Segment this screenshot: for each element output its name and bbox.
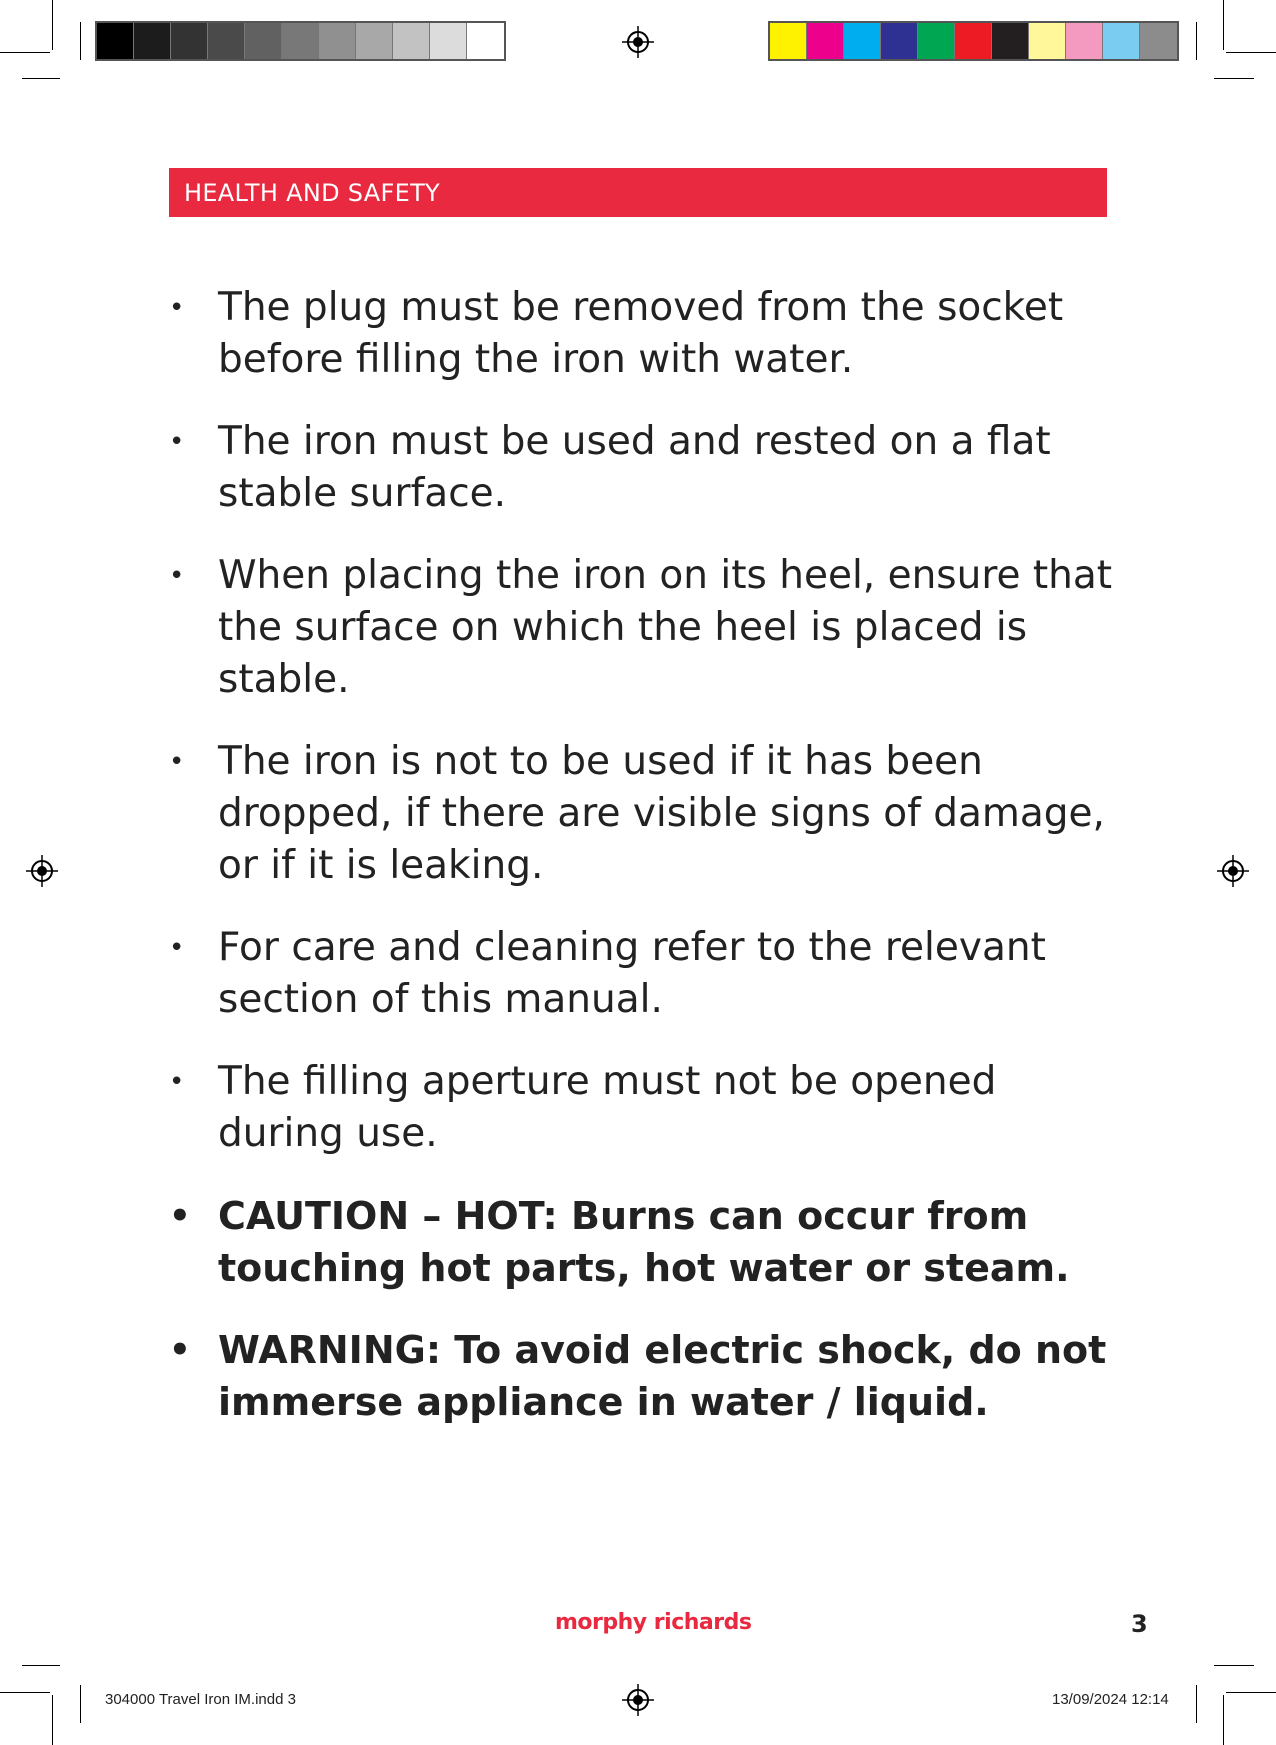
color-swatch (1029, 23, 1066, 59)
crop-mark (1226, 52, 1276, 53)
safety-item-text: The filling aperture must not be opened during use. (218, 1059, 997, 1156)
crop-mark (1223, 1695, 1224, 1745)
safety-list (169, 282, 1119, 1458)
bullet: • (169, 561, 185, 591)
crop-mark (80, 22, 81, 60)
brand-logo: morphy richards (555, 1610, 752, 1635)
crop-mark (1214, 1665, 1254, 1666)
color-swatch (245, 23, 282, 59)
safety-item-text: The iron must be used and rested on a flat stable surface. (218, 419, 1051, 516)
color-swatch (134, 23, 171, 59)
crop-mark (22, 78, 60, 79)
crop-mark (1196, 22, 1197, 60)
slug-date-info: 13/09/2024 12:14 (1052, 1691, 1169, 1708)
bullet: • (169, 1196, 191, 1236)
bullet: • (169, 1067, 185, 1097)
registration-mark-icon (620, 1682, 656, 1718)
crop-mark (22, 1665, 60, 1666)
bullet: • (169, 747, 185, 777)
color-swatch (1066, 23, 1103, 59)
color-swatch (282, 23, 319, 59)
bullet: • (169, 1330, 191, 1370)
slug-file-info: 304000 Travel Iron IM.indd 3 (105, 1691, 296, 1708)
color-swatch (356, 23, 393, 59)
process-color-bar (768, 21, 1179, 61)
crop-mark (0, 1692, 50, 1693)
safety-item-text: When placing the iron on its heel, ensure that the surface on which the heel is placed is stable. (218, 553, 1113, 702)
color-swatch (430, 23, 467, 59)
safety-item-text: The plug must be removed from the socket before filling the iron with water. (218, 285, 1064, 382)
safety-item (169, 1056, 1119, 1160)
color-swatch (881, 23, 918, 59)
page-number: 3 (1131, 1610, 1148, 1638)
registration-mark-icon (24, 853, 60, 889)
safety-item-text: The iron is not to be used if it has been dropped, if there are visible signs of damage, or if it is leaking. (218, 739, 1105, 888)
safety-item-text: For care and cleaning refer to the relevant section of this manual. (218, 925, 1046, 1022)
color-swatch (770, 23, 807, 59)
safety-item (169, 922, 1119, 1026)
color-swatch (1103, 23, 1140, 59)
crop-mark (1226, 1692, 1276, 1693)
safety-item (169, 416, 1119, 520)
color-swatch (955, 23, 992, 59)
caution-item (169, 1190, 1119, 1294)
color-swatch (97, 23, 134, 59)
warning-item (169, 1324, 1119, 1428)
crop-mark (80, 1685, 81, 1723)
crop-mark (52, 0, 53, 50)
registration-mark-icon (1215, 853, 1251, 889)
color-swatch (208, 23, 245, 59)
crop-mark (1196, 1685, 1197, 1723)
crop-mark (1214, 78, 1254, 79)
color-swatch (467, 23, 504, 59)
color-swatch (807, 23, 844, 59)
safety-item (169, 550, 1119, 706)
color-swatch (319, 23, 356, 59)
color-swatch (393, 23, 430, 59)
caution-text: CAUTION – HOT: Burns can occur from touching hot parts, hot water or steam. (218, 1194, 1070, 1290)
crop-mark (0, 52, 50, 53)
bullet: • (169, 933, 185, 963)
color-swatch (992, 23, 1029, 59)
crop-mark (1223, 0, 1224, 50)
bullet: • (169, 293, 185, 323)
warning-text: WARNING: To avoid electric shock, do not immerse appliance in water / liquid. (218, 1328, 1107, 1424)
color-swatch (844, 23, 881, 59)
color-swatch (171, 23, 208, 59)
grayscale-color-bar (95, 21, 506, 61)
section-header (169, 168, 1107, 217)
color-swatch (918, 23, 955, 59)
color-swatch (1140, 23, 1177, 59)
safety-item (169, 736, 1119, 892)
crop-mark (52, 1695, 53, 1745)
bullet: • (169, 427, 185, 457)
safety-item (169, 282, 1119, 386)
section-title: HEALTH AND SAFETY (184, 178, 440, 207)
registration-mark-icon (620, 24, 656, 60)
